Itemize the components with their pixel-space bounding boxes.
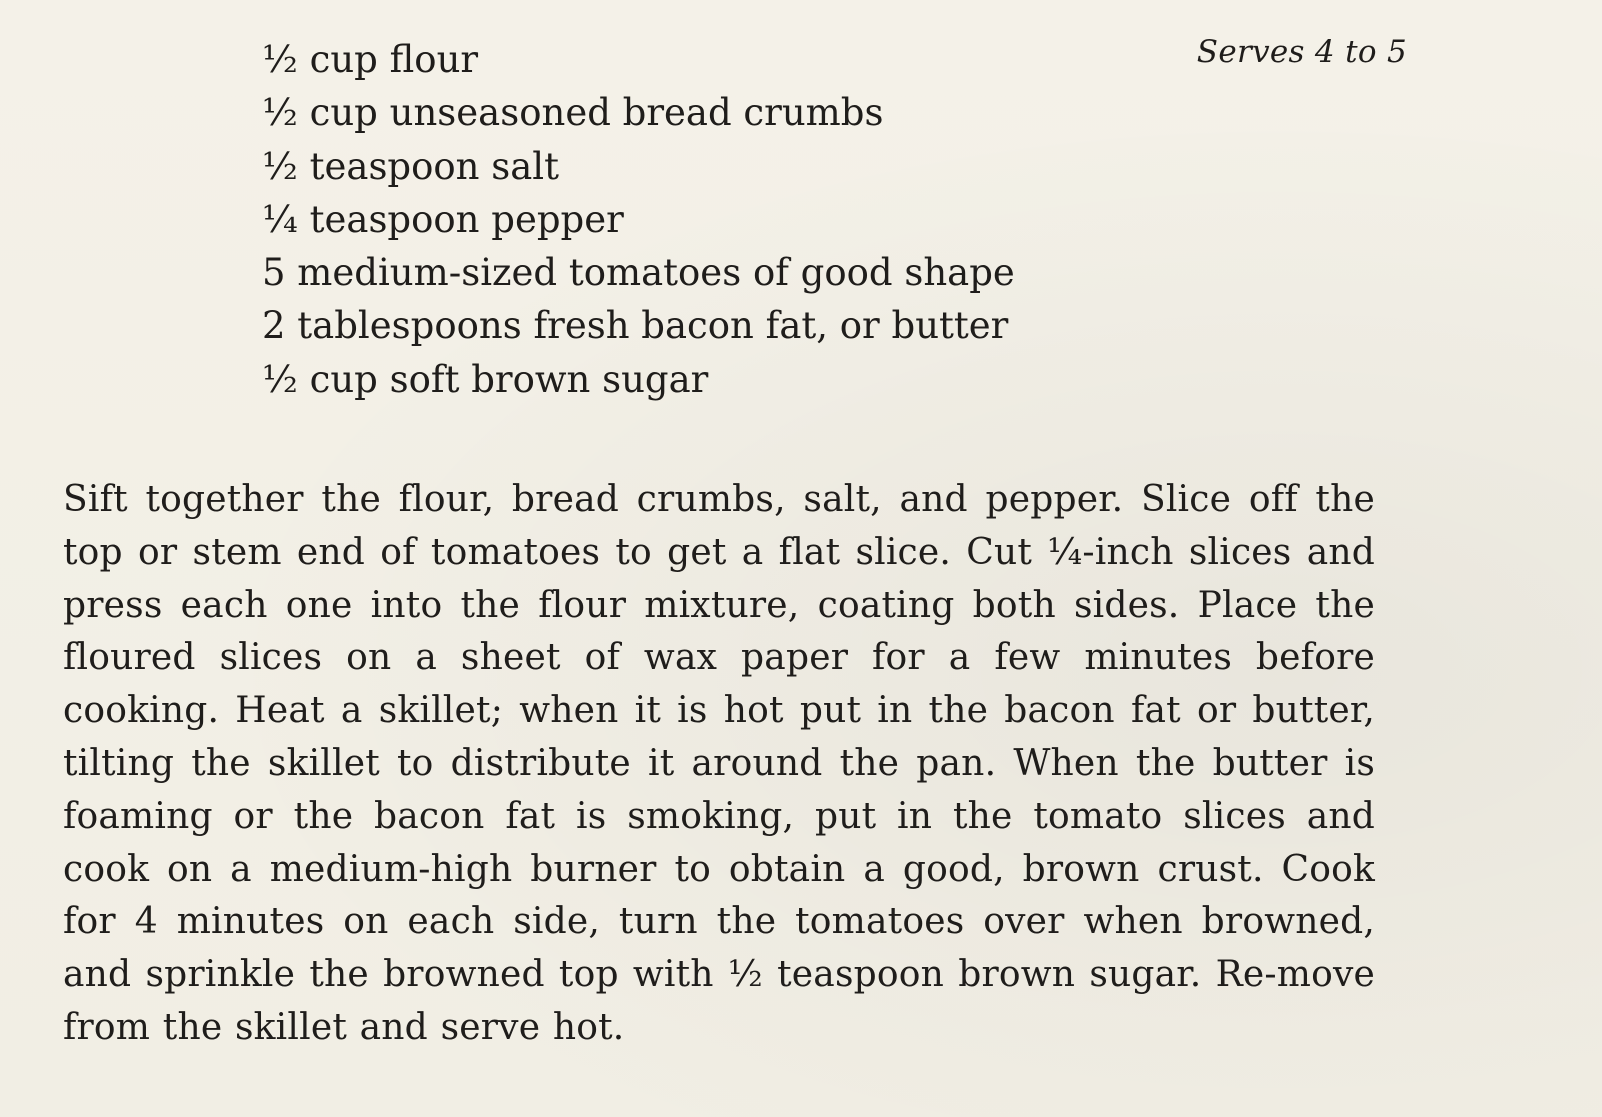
ingredient-item: ½ cup flour [262, 38, 479, 81]
ingredient-item: ½ cup soft brown sugar [262, 357, 709, 401]
serves-note: Serves 4 to 5 [1196, 34, 1407, 70]
ingredient-list [262, 33, 1015, 406]
method-paragraph: Sift together the flour, bread crumbs, salt, and pepper. Slice off the top or stem end of tomatoes to get a flat slice. Cut ¼-inch slices and press each one into the flour mixture, coating both sides. Place the floured slices on a sheet of wax paper for a few minutes before cooking. Heat a skillet; when it is hot put in the bacon fat or butter, tilting the skillet to distribute it around the pan. When the butter is foaming or the bacon fat is smoking, put in the tomato slices and cook on a medium-high burner to obtain a good, brown crust. Cook for 4 minutes on each side, turn the tomatoes over when browned, and sprinkle the browned top with ½ teaspoon brown sugar. Re-move from the skillet and serve hot. [63, 479, 1375, 1048]
ingredient-item: ½ teaspoon salt [262, 144, 560, 188]
ingredient-item: 5 medium-sized tomatoes of good shape [262, 251, 1015, 295]
ingredient-item: 2 tablespoons fresh bacon fat, or butter [262, 304, 1009, 348]
ingredient-item: ½ cup unseasoned bread crumbs [262, 91, 884, 135]
ingredient-item: ¼ teaspoon pepper [262, 197, 624, 241]
